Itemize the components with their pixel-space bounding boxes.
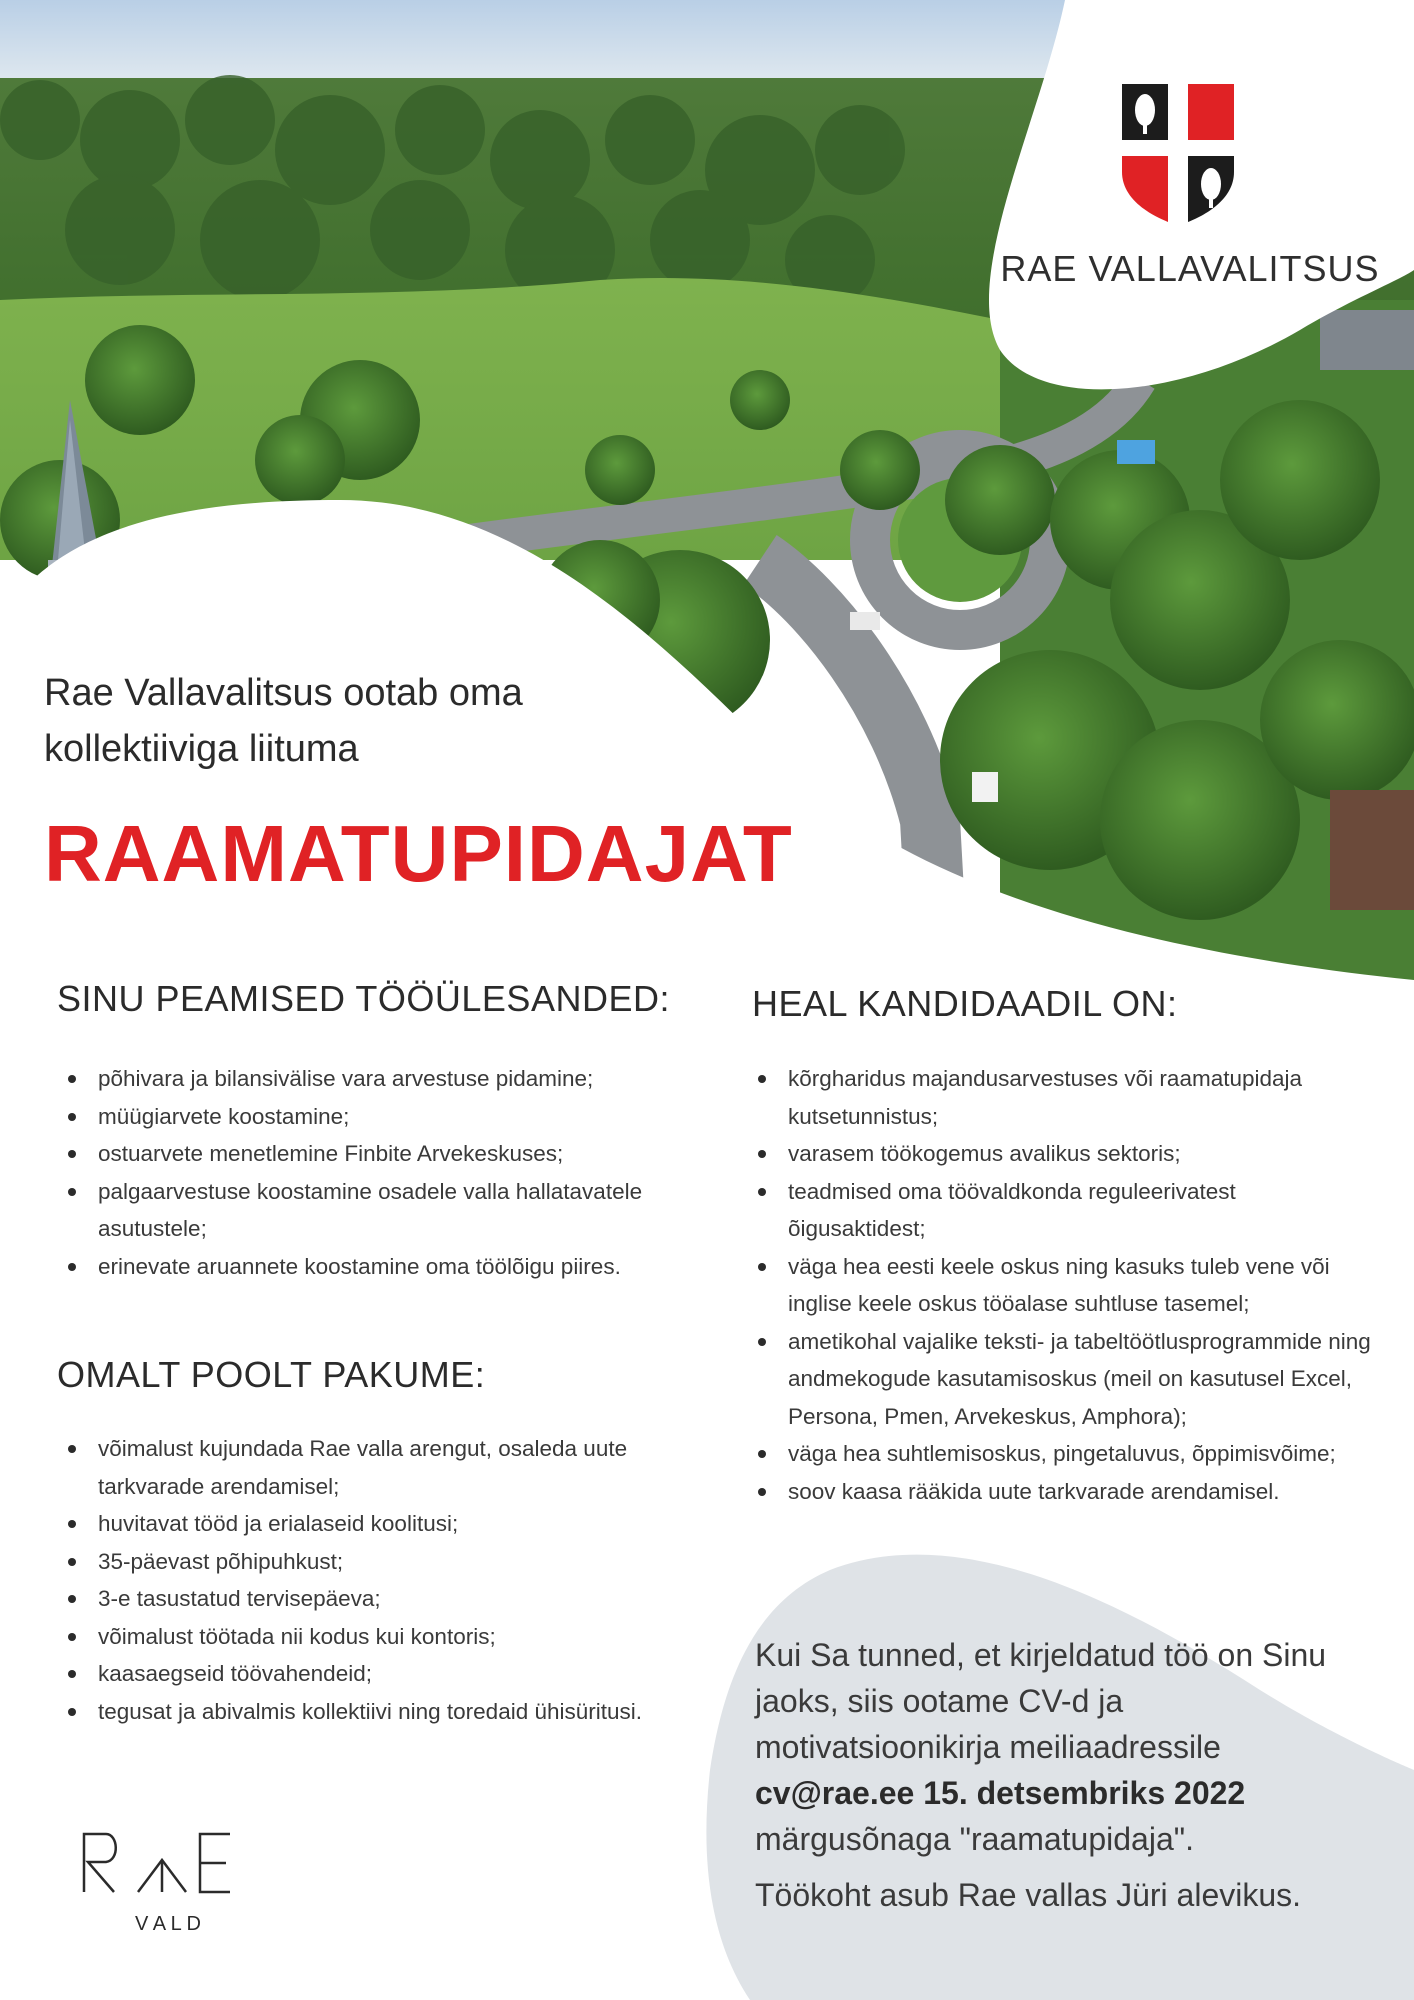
offers-list [58,1430,698,1730]
contact-keyword: märgusõnaga "raamatupidaja". [755,1821,1194,1857]
position-title: RAAMATUPIDAJAT [44,809,793,898]
organization-logo [1000,70,1380,310]
intro-text [44,665,664,777]
list-item: väga hea suhtlemisoskus, pingetaluvus, õppimisvõime; [748,1435,1378,1473]
list-item: müügiarvete koostamine; [58,1098,698,1136]
offers-heading: OMALT POOLT PAKUME: [57,1354,486,1395]
coat-of-arms-icon [1118,80,1238,230]
list-item: väga hea eesti keele oskus ning kasuks tuleb vene või inglise keele oskus tööalase suhtluse tasemel; [748,1248,1378,1323]
list-item: kaasaegseid töövahendeid; [58,1655,698,1693]
list-item: teadmised oma töövaldkonda reguleerivatest õigusaktidest; [748,1173,1378,1248]
rae-vald-logo-icon [78,1830,258,1940]
list-item: palgaarvestuse koostamine osadele valla hallatavatele asutustele; [58,1173,698,1248]
list-item: soov kaasa rääkida uute tarkvarade arendamisel. [748,1473,1378,1511]
intro-line-1: Rae Vallavalitsus ootab oma [44,672,523,714]
intro-line-2: kollektiiviga liituma [44,728,359,770]
list-item: huvitavat tööd ja erialaseid koolitusi; [58,1505,698,1543]
candidate-heading: HEAL KANDIDAADIL ON: [752,983,1178,1024]
list-item: varasem töökogemus avalikus sektoris; [748,1135,1378,1173]
job-location: Töökoht asub Rae vallas Jüri alevikus. [755,1877,1302,1913]
candidate-list [748,1060,1378,1510]
list-item: ametikohal vajalike teksti- ja tabeltöötlusprogrammide ning andmekogude kasutamisoskus (meil on kasutusel Excel, Persona, Pmen, Arvekeskus, Amphora); [748,1323,1378,1436]
list-item: põhivara ja bilansivälise vara arvestuse pidamine; [58,1060,698,1098]
list-item: võimalust töötada nii kodus kui kontoris; [58,1618,698,1656]
contact-text [755,1632,1375,1918]
svg-text:V A L D: V A L D [135,1913,201,1935]
contact-email-deadline[interactable]: cv@rae.ee 15. detsembriks 2022 [755,1775,1246,1811]
list-item: ostuarvete menetlemine Finbite Arvekeskuses; [58,1135,698,1173]
list-item: 3-e tasustatud tervisepäeva; [58,1580,698,1618]
tasks-heading: SINU PEAMISED TÖÖÜLESANDED: [57,978,670,1019]
organization-name: RAE VALLAVALITSUS [1000,248,1380,289]
contact-intro: Kui Sa tunned, et kirjeldatud töö on Sinu jaoks, siis ootame CV-d ja motivatsioonikirja meiliaadressile [755,1637,1327,1765]
list-item: erinevate aruannete koostamine oma töölõigu piires. [58,1248,698,1286]
tasks-list [58,1060,698,1285]
list-item: 35-päevast põhipuhkust; [58,1543,698,1581]
list-item: kõrgharidus majandusarvestuses või raamatupidaja kutsetunnistus; [748,1060,1378,1135]
list-item: võimalust kujundada Rae valla arengut, osaleda uute tarkvarade arendamisel; [58,1430,698,1505]
list-item: tegusat ja abivalmis kollektiivi ning toredaid ühisüritusi. [58,1693,698,1731]
